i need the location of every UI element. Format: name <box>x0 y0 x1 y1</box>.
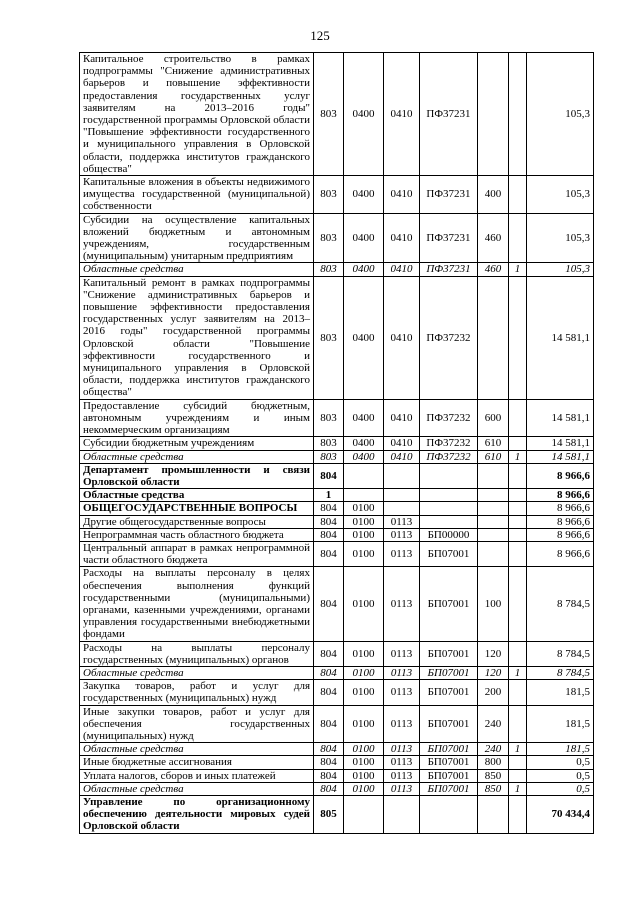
table-row <box>80 463 594 488</box>
table-row <box>80 743 594 756</box>
row-grbs-code: 803 <box>314 437 344 450</box>
row-amount: 8 784,5 <box>527 641 594 666</box>
row-subsection-code: 0410 <box>384 176 420 214</box>
row-subsection-code <box>384 463 420 488</box>
row-expense-type: 400 <box>478 176 509 214</box>
row-target-article <box>420 489 478 502</box>
table-row <box>80 437 594 450</box>
row-funding-source <box>509 399 527 437</box>
row-grbs-code: 804 <box>314 528 344 541</box>
row-target-article: БП07001 <box>420 641 478 666</box>
row-section-code: 0400 <box>344 213 384 263</box>
row-funding-source: 1 <box>509 666 527 679</box>
row-grbs-code: 804 <box>314 756 344 769</box>
row-amount: 0,5 <box>527 756 594 769</box>
table-row <box>80 53 594 176</box>
row-target-article: ПФ37231 <box>420 263 478 276</box>
row-expense-type <box>478 502 509 515</box>
row-expense-type <box>478 515 509 528</box>
table-row <box>80 515 594 528</box>
row-name: Управление по организационному обеспечению деятельности мировых судей Орловской области <box>80 795 314 833</box>
row-expense-type <box>478 541 509 566</box>
table-row <box>80 489 594 502</box>
budget-table <box>79 52 594 834</box>
row-section-code: 0100 <box>344 743 384 756</box>
row-amount: 8 966,6 <box>527 528 594 541</box>
row-subsection-code: 0410 <box>384 399 420 437</box>
row-section-code: 0100 <box>344 756 384 769</box>
row-subsection-code: 0113 <box>384 666 420 679</box>
row-subsection-code: 0410 <box>384 437 420 450</box>
row-name: Областные средства <box>80 666 314 679</box>
row-funding-source <box>509 567 527 641</box>
table-row <box>80 541 594 566</box>
row-section-code: 0400 <box>344 450 384 463</box>
row-funding-source <box>509 276 527 399</box>
row-funding-source: 1 <box>509 450 527 463</box>
row-section-code: 0400 <box>344 176 384 214</box>
row-amount: 14 581,1 <box>527 450 594 463</box>
row-grbs-code: 803 <box>314 450 344 463</box>
row-funding-source <box>509 769 527 782</box>
row-section-code <box>344 489 384 502</box>
row-grbs-code: 804 <box>314 705 344 743</box>
row-expense-type: 460 <box>478 213 509 263</box>
row-name: Иные закупки товаров, работ и услуг для обеспечения государственных (муниципальных) нужд <box>80 705 314 743</box>
row-section-code: 0100 <box>344 567 384 641</box>
row-subsection-code: 0410 <box>384 263 420 276</box>
row-amount: 8 966,6 <box>527 515 594 528</box>
row-expense-type: 610 <box>478 450 509 463</box>
row-section-code: 0100 <box>344 782 384 795</box>
row-name: Другие общегосударственные вопросы <box>80 515 314 528</box>
row-funding-source <box>509 176 527 214</box>
row-amount: 105,3 <box>527 263 594 276</box>
row-subsection-code: 0113 <box>384 743 420 756</box>
row-subsection-code <box>384 489 420 502</box>
table-row <box>80 782 594 795</box>
row-section-code: 0100 <box>344 666 384 679</box>
row-target-article: БП07001 <box>420 705 478 743</box>
row-grbs-code: 1 <box>314 489 344 502</box>
row-amount: 8 966,6 <box>527 463 594 488</box>
row-grbs-code: 803 <box>314 53 344 176</box>
row-name: Областные средства <box>80 782 314 795</box>
row-grbs-code: 803 <box>314 399 344 437</box>
row-amount: 181,5 <box>527 705 594 743</box>
row-subsection-code: 0113 <box>384 567 420 641</box>
row-funding-source <box>509 705 527 743</box>
row-subsection-code: 0410 <box>384 276 420 399</box>
row-name: ОБЩЕГОСУДАРСТВЕННЫЕ ВОПРОСЫ <box>80 502 314 515</box>
row-subsection-code: 0410 <box>384 53 420 176</box>
row-name: Капитальный ремонт в рамках подпрограммы "Снижение административных барьеров и повышение эффективности предоставления государственных услуг заявителям на 2013–2016 годы" государственной программы Орловской области "Повышение эффективности государственного и муниципального управления в Орловской области, поддержка институтов гражданского общества" <box>80 276 314 399</box>
row-target-article: БП07001 <box>420 782 478 795</box>
row-expense-type: 240 <box>478 743 509 756</box>
row-amount: 70 434,4 <box>527 795 594 833</box>
row-section-code <box>344 795 384 833</box>
table-row <box>80 705 594 743</box>
row-target-article <box>420 515 478 528</box>
row-grbs-code: 805 <box>314 795 344 833</box>
row-section-code: 0400 <box>344 53 384 176</box>
row-amount: 8 966,6 <box>527 502 594 515</box>
row-grbs-code: 804 <box>314 782 344 795</box>
row-name: Непрограммная часть областного бюджета <box>80 528 314 541</box>
table-row <box>80 213 594 263</box>
row-expense-type <box>478 489 509 502</box>
row-section-code: 0100 <box>344 641 384 666</box>
row-name: Департамент промышленности и связи Орловской области <box>80 463 314 488</box>
row-amount: 181,5 <box>527 680 594 705</box>
row-grbs-code: 804 <box>314 515 344 528</box>
row-funding-source <box>509 641 527 666</box>
row-target-article: БП07001 <box>420 743 478 756</box>
row-subsection-code: 0113 <box>384 680 420 705</box>
table-row <box>80 795 594 833</box>
table-row <box>80 567 594 641</box>
row-name: Капитальные вложения в объекты недвижимого имущества государственной (муниципальной) собственности <box>80 176 314 214</box>
row-amount: 181,5 <box>527 743 594 756</box>
row-section-code: 0400 <box>344 276 384 399</box>
row-name: Уплата налогов, сборов и иных платежей <box>80 769 314 782</box>
row-grbs-code: 804 <box>314 463 344 488</box>
row-funding-source <box>509 795 527 833</box>
row-funding-source <box>509 489 527 502</box>
row-funding-source <box>509 437 527 450</box>
row-section-code: 0100 <box>344 769 384 782</box>
table-row <box>80 263 594 276</box>
row-amount: 8 966,6 <box>527 541 594 566</box>
row-section-code <box>344 463 384 488</box>
row-target-article: ПФ37231 <box>420 53 478 176</box>
row-name: Субсидии бюджетным учреждениям <box>80 437 314 450</box>
row-subsection-code: 0113 <box>384 528 420 541</box>
page-number: 125 <box>310 28 330 43</box>
row-expense-type <box>478 528 509 541</box>
table-row <box>80 450 594 463</box>
row-name: Предоставление субсидий бюджетным, автономным учреждениям и иным некоммерческим организациям <box>80 399 314 437</box>
row-target-article: БП07001 <box>420 680 478 705</box>
row-funding-source: 1 <box>509 263 527 276</box>
table-row <box>80 502 594 515</box>
row-section-code: 0100 <box>344 680 384 705</box>
row-grbs-code: 804 <box>314 666 344 679</box>
row-amount: 8 966,6 <box>527 489 594 502</box>
row-expense-type: 100 <box>478 567 509 641</box>
table-row <box>80 769 594 782</box>
row-subsection-code: 0410 <box>384 450 420 463</box>
table-row <box>80 756 594 769</box>
row-funding-source: 1 <box>509 743 527 756</box>
row-name: Областные средства <box>80 743 314 756</box>
row-section-code: 0400 <box>344 263 384 276</box>
row-expense-type <box>478 463 509 488</box>
row-target-article <box>420 502 478 515</box>
row-name: Субсидии на осуществление капитальных вложений бюджетным и автономным учреждениям, государственным (муниципальным) унитарным предприятиям <box>80 213 314 263</box>
row-section-code: 0400 <box>344 437 384 450</box>
row-grbs-code: 804 <box>314 743 344 756</box>
row-amount: 8 784,5 <box>527 666 594 679</box>
row-funding-source <box>509 213 527 263</box>
row-target-article: ПФ37232 <box>420 450 478 463</box>
row-expense-type: 460 <box>478 263 509 276</box>
row-target-article: БП07001 <box>420 666 478 679</box>
row-funding-source <box>509 680 527 705</box>
row-grbs-code: 804 <box>314 502 344 515</box>
row-expense-type: 240 <box>478 705 509 743</box>
row-section-code: 0400 <box>344 399 384 437</box>
table-row <box>80 399 594 437</box>
row-amount: 14 581,1 <box>527 276 594 399</box>
row-expense-type: 800 <box>478 756 509 769</box>
row-target-article: БП07001 <box>420 756 478 769</box>
table-row <box>80 641 594 666</box>
row-grbs-code: 803 <box>314 213 344 263</box>
row-subsection-code: 0113 <box>384 782 420 795</box>
row-expense-type: 850 <box>478 769 509 782</box>
row-expense-type: 610 <box>478 437 509 450</box>
row-funding-source <box>509 528 527 541</box>
row-amount: 105,3 <box>527 53 594 176</box>
row-subsection-code: 0410 <box>384 213 420 263</box>
row-funding-source <box>509 463 527 488</box>
row-amount: 14 581,1 <box>527 399 594 437</box>
row-subsection-code <box>384 502 420 515</box>
row-target-article: ПФ37232 <box>420 399 478 437</box>
row-expense-type: 200 <box>478 680 509 705</box>
row-target-article: БП07001 <box>420 769 478 782</box>
row-subsection-code: 0113 <box>384 515 420 528</box>
row-grbs-code: 804 <box>314 641 344 666</box>
row-section-code: 0100 <box>344 515 384 528</box>
row-funding-source <box>509 502 527 515</box>
row-grbs-code: 803 <box>314 276 344 399</box>
table-row <box>80 666 594 679</box>
row-target-article: ПФ37231 <box>420 176 478 214</box>
row-funding-source <box>509 53 527 176</box>
row-funding-source <box>509 515 527 528</box>
row-subsection-code: 0113 <box>384 705 420 743</box>
row-name: Расходы на выплаты персоналу государственных (муниципальных) органов <box>80 641 314 666</box>
row-target-article <box>420 795 478 833</box>
row-target-article: БП07001 <box>420 541 478 566</box>
row-expense-type: 600 <box>478 399 509 437</box>
row-amount: 14 581,1 <box>527 437 594 450</box>
row-target-article <box>420 463 478 488</box>
row-grbs-code: 804 <box>314 680 344 705</box>
row-grbs-code: 804 <box>314 567 344 641</box>
row-section-code: 0100 <box>344 705 384 743</box>
row-name: Капитальное строительство в рамках подпрограммы "Снижение административных барьеров и повышение эффективности предоставления государственных услуг заявителям на 2013–2016 годы" государственной программы Орловской области "Повышение эффективности государственного и муниципального управления в Орловской области, поддержка институтов гражданского общества" <box>80 53 314 176</box>
row-name: Закупка товаров, работ и услуг для государственных (муниципальных) нужд <box>80 680 314 705</box>
row-subsection-code: 0113 <box>384 769 420 782</box>
row-section-code: 0100 <box>344 502 384 515</box>
row-amount: 0,5 <box>527 769 594 782</box>
row-name: Иные бюджетные ассигнования <box>80 756 314 769</box>
row-grbs-code: 804 <box>314 541 344 566</box>
row-grbs-code: 804 <box>314 769 344 782</box>
row-funding-source <box>509 756 527 769</box>
row-name: Расходы на выплаты персоналу в целях обеспечения выполнения функций государственными (муниципальными) органами, казенными учреждениями, органами управления государственными внебюджетными фондами <box>80 567 314 641</box>
row-expense-type: 120 <box>478 641 509 666</box>
row-target-article: БП00000 <box>420 528 478 541</box>
row-amount: 8 784,5 <box>527 567 594 641</box>
row-subsection-code: 0113 <box>384 641 420 666</box>
row-target-article: ПФ37231 <box>420 213 478 263</box>
row-grbs-code: 803 <box>314 176 344 214</box>
row-expense-type: 850 <box>478 782 509 795</box>
row-expense-type: 120 <box>478 666 509 679</box>
row-subsection-code <box>384 795 420 833</box>
row-amount: 105,3 <box>527 213 594 263</box>
row-section-code: 0100 <box>344 541 384 566</box>
row-name: Центральный аппарат в рамках непрограммной части областного бюджета <box>80 541 314 566</box>
row-target-article: ПФ37232 <box>420 276 478 399</box>
row-expense-type <box>478 53 509 176</box>
table-row <box>80 680 594 705</box>
table-row <box>80 528 594 541</box>
row-grbs-code: 803 <box>314 263 344 276</box>
row-section-code: 0100 <box>344 528 384 541</box>
row-name: Областные средства <box>80 450 314 463</box>
row-expense-type <box>478 795 509 833</box>
row-subsection-code: 0113 <box>384 756 420 769</box>
row-name: Областные средства <box>80 263 314 276</box>
row-target-article: ПФ37232 <box>420 437 478 450</box>
table-row <box>80 276 594 399</box>
table-row <box>80 176 594 214</box>
row-funding-source <box>509 541 527 566</box>
row-expense-type <box>478 276 509 399</box>
row-subsection-code: 0113 <box>384 541 420 566</box>
row-name: Областные средства <box>80 489 314 502</box>
row-amount: 105,3 <box>527 176 594 214</box>
row-amount: 0,5 <box>527 782 594 795</box>
row-target-article: БП07001 <box>420 567 478 641</box>
row-funding-source: 1 <box>509 782 527 795</box>
